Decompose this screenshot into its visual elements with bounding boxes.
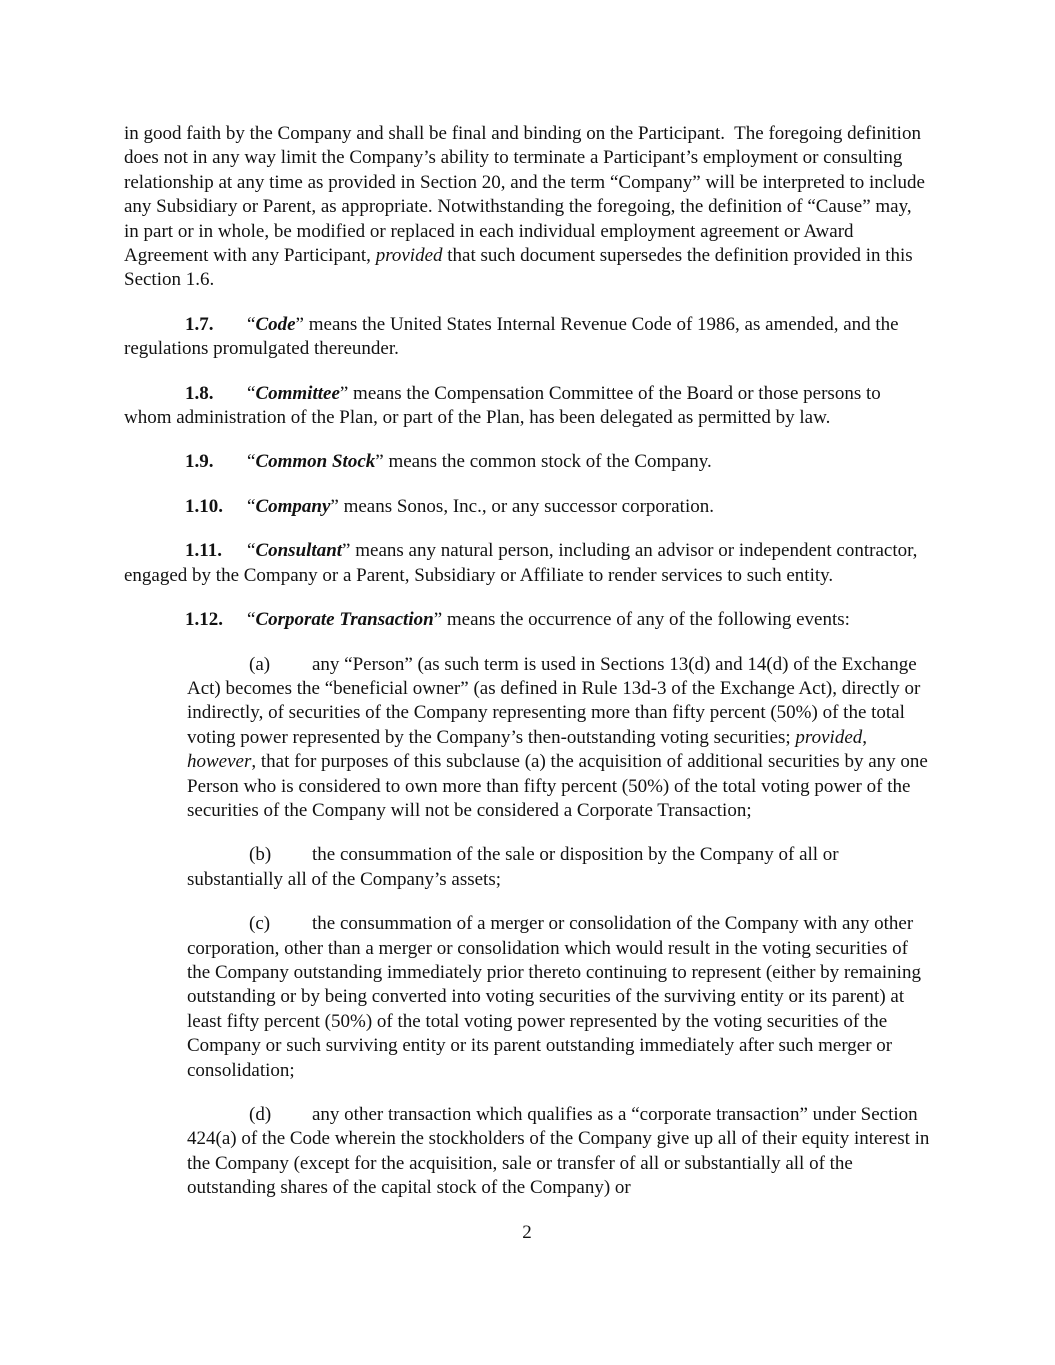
text-run-italic: provided (375, 245, 443, 267)
section-term: Consultant (255, 540, 343, 562)
section-number: 1.11. (185, 540, 222, 562)
section-number: 1.10. (185, 495, 223, 517)
section-number: 1.9. (185, 451, 214, 473)
open-quote: “ (247, 313, 256, 335)
text-run-italic: provided (795, 726, 863, 748)
section-1-12 (124, 608, 930, 632)
open-quote: “ (247, 495, 256, 517)
page-number: 2 (522, 1221, 532, 1243)
section-body: ” means the United States Internal Revenue Code of 1986, as amended, and the regulations promulgated thereunder. (124, 313, 904, 360)
subsection-a (187, 653, 933, 824)
open-quote: “ (247, 540, 256, 562)
section-1-10 (124, 495, 930, 519)
text-run: that such document supersedes the definition provided in this Section 1.6. (124, 245, 918, 291)
section-1-8 (124, 382, 930, 431)
open-quote: “ (247, 382, 256, 404)
paragraph-cause-continuation (124, 122, 930, 293)
section-term: Common Stock (255, 451, 376, 473)
text-run: the consummation of a merger or consolidation of the Company with any other corporation, other than a merger or consolidation which would result in the voting securities of the Company outstanding immediately prior thereto continuing to represent (either by remaining outstanding or by being converted into voting securities of the surviving entity or its parent) at least fifty percent (50%) of the total voting power represented by the voting securities of the Company or such surviving entity or its parent outstanding immediately after such merger or consolidation; (187, 913, 926, 1081)
text-run: the consummation of the sale or disposition by the Company of all or substantially all of the Company’s assets; (187, 844, 844, 890)
section-body: ” means the Compensation Committee of the Board or those persons to whom administration of the Plan, or part of the Plan, has been delegated as permitted by law. (124, 382, 886, 429)
section-body: ” means Sonos, Inc., or any successor corporation. (330, 495, 714, 517)
section-1-11 (124, 539, 930, 588)
subsection-label: (b) (249, 844, 272, 866)
section-term: Code (255, 313, 296, 335)
section-number: 1.8. (185, 382, 214, 404)
subsection-label: (a) (249, 653, 271, 675)
section-term: Company (255, 495, 331, 517)
subsection-label: (c) (249, 913, 271, 935)
section-1-9 (124, 450, 930, 474)
section-number: 1.7. (185, 313, 214, 335)
subsection-b (187, 843, 930, 892)
section-body: ” means the occurrence of any of the following events: (433, 609, 850, 631)
section-term: Committee (255, 382, 340, 404)
open-quote: “ (247, 609, 256, 631)
subsection-c (187, 912, 930, 1083)
subsection-d (187, 1103, 935, 1201)
section-number: 1.12. (185, 609, 223, 631)
section-body: ” means any natural person, including an advisor or independent contractor, engaged by the Company or a Parent, Subsidiary or Affiliate to render services to such entity. (124, 540, 923, 586)
text-run-italic: however (187, 751, 252, 773)
text-run: any “Person” (as such term is used in Sections 13(d) and 14(d) of the Exchange Act) becomes the “beneficial owner” (as defined in Rule 13d-3 of the Exchange Act), directly or indirectly, of securities of the Company representing more than fifty percent (50%) of the total voting power represented by the Company’s then-outstanding voting securities; (187, 653, 926, 748)
text-run: , (862, 726, 872, 748)
subsection-label: (d) (249, 1104, 272, 1125)
section-term: Corporate Transaction (255, 609, 434, 631)
section-1-7 (124, 313, 930, 362)
text-run: , that for purposes of this subclause (a) the acquisition of additional securities by any one Person who is considered to own more than fifty percent (50%) of the total voting power of the securities of the Company will not be considered a Corporate Transaction; (187, 751, 933, 821)
open-quote: “ (247, 451, 256, 473)
text-run: any other transaction which qualifies as a “corporate transaction” under Section 424(a) of the Code wherein the stockholders of the Company give up all of their equity interest in the Company (except for the acquisition, sale or transfer of all or substantially all of the outstanding shares of the capital stock of the Company) or (187, 1104, 935, 1199)
section-body: ” means the common stock of the Company. (375, 451, 712, 473)
text-run: in good faith by the Company and shall be final and binding on the Participant. The foregoing definition does not in any way limit the Company’s ability to terminate a Participant’s employment or consulting relationship at any time as provided in Section 20, and the term “Company” will be interpreted to include any Subsidiary or Parent, as appropriate. Notwithstanding the foregoing, the definition of “Cause” may, in part or in whole, be modified or replaced in each individual employment agreement or Award Agreement with any Participant, (124, 123, 930, 267)
